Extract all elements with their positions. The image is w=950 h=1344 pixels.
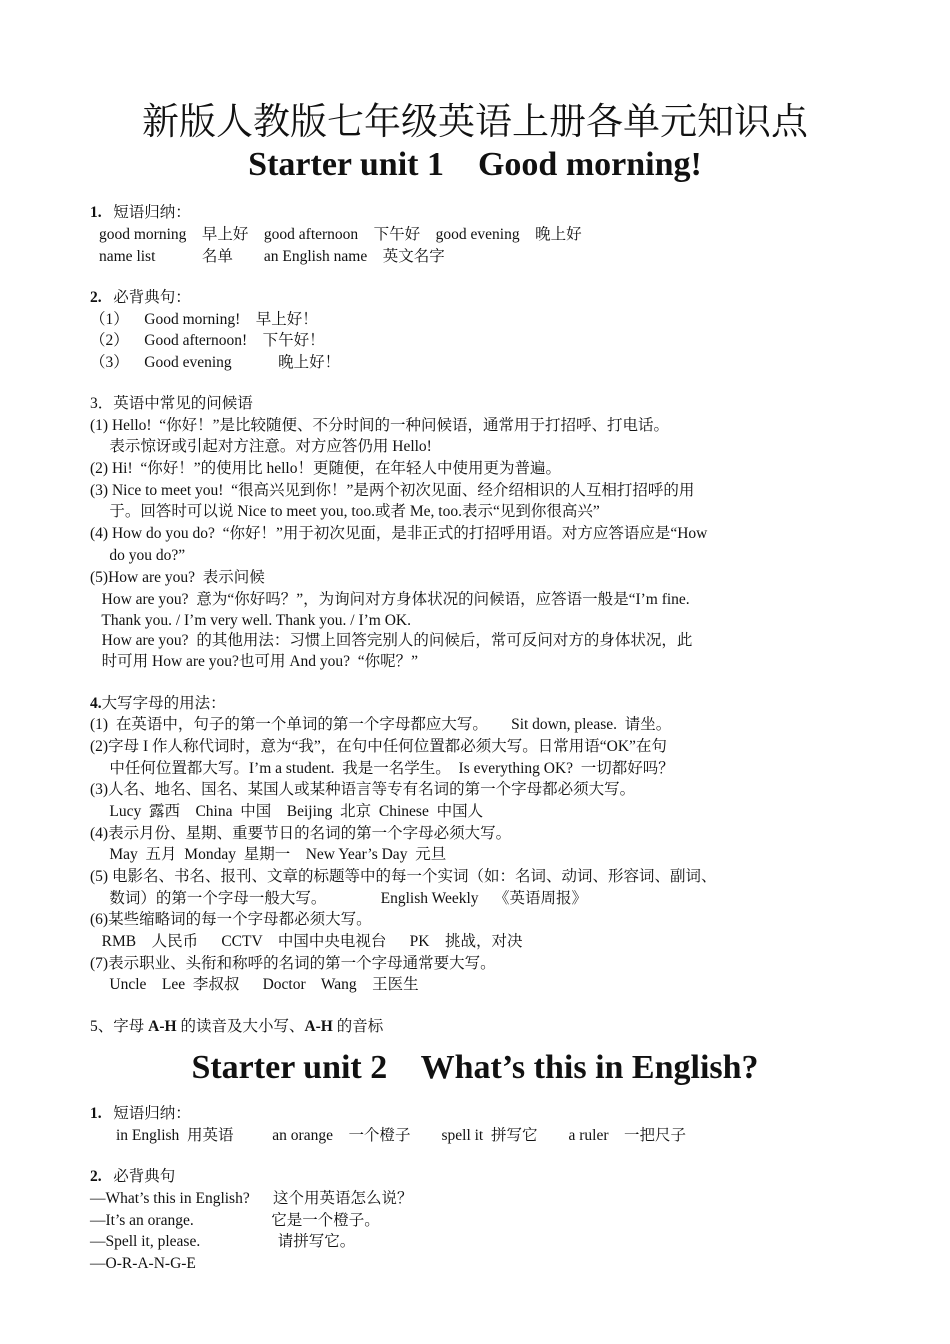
u1-s4-line: RMB 人民币 CCTV 中国中央电视台 PK 挑战，对决 [90, 933, 523, 950]
u1-s2-num: 2. [90, 289, 102, 306]
u1-s3-line: (2) Hi! “你好！”的使用比 hello！更随便，在年轻人中使用更为普遍。 [90, 460, 561, 477]
u1-s4-line: Lucy 露西 China 中国 Beijing 北京 Chinese 中国人 [90, 803, 484, 820]
u1-s2-row: （2） Good afternoon! 下午好！ [90, 332, 325, 349]
u2-s2-heading [90, 1167, 175, 1187]
u1-s4-line: 数词）的第一个字母一般大写。 English Weekly 《英语周报》 [90, 890, 588, 907]
u1-s4-line: (3)人名、地名、国名、某国人或某种语言等专有名词的第一个字母都必须大写。 [90, 781, 636, 798]
u2-s1-heading [90, 1104, 191, 1124]
document-title: 新版人教版七年级英语上册各单元知识点 [142, 102, 808, 143]
u2-s2-row: —What’s this in English? 这个用英语怎么说？ [90, 1190, 413, 1207]
u1-s4-line: 中任何位置都大写。I’m a student. 我是一名学生。 Is everything OK? 一切都好吗？ [90, 760, 674, 777]
u1-s1-num: 1. [90, 204, 102, 221]
u1-s4-num: 4. [90, 695, 102, 712]
u1-s5-heading [90, 1017, 383, 1037]
u1-s3-line: How are you? 的其他用法：习惯上回答完别人的问候后，常可反问对方的身体状况，此 [90, 632, 693, 649]
u1-s2-row: （3） Good evening 晚上好！ [90, 354, 341, 371]
u1-s5-bold2: A-H [304, 1018, 333, 1035]
u1-s4-line: (5) 电影名、书名、报刊、文章的标题等中的每一个实词（如：名词、动词、形容词、副词、 [90, 868, 717, 885]
u1-s4-line: (1) 在英语中，句子的第一个单词的第一个字母都应大写。 Sit down, please. 请坐。 [90, 716, 672, 733]
u1-s4-line: (7)表示职业、头衔和称呼的名词的第一个字母通常要大写。 [90, 955, 496, 972]
u1-s3-line: 表示惊讶或引起对方注意。对方应答仍用 Hello! [90, 438, 432, 455]
u1-s4-line: May 五月 Monday 星期一 New Year’s Day 元旦 [90, 846, 447, 863]
u1-s2-heading [90, 288, 191, 308]
u2-s1-row1: in English 用英语 an orange 一个橙子 spell it 拼写它 a ruler 一把尺子 [116, 1127, 686, 1144]
u2-s2-num: 2. [90, 1168, 102, 1185]
u1-s3-line: (1) Hello! “你好！”是比较随便、不分时间的一种问候语，通常用于打招呼、打电话。 [90, 417, 670, 434]
unit1-title: Starter unit 1 Good morning! [248, 146, 702, 183]
u1-s5-prefix: 5、字母 [90, 1018, 149, 1035]
u2-s2-row: —O-R-A-N-G-E [90, 1255, 196, 1272]
u1-s3-line: (5)How are you? 表示问候 [90, 569, 265, 586]
u1-s3-line: (3) Nice to meet you! “很高兴见到你！”是两个初次见面、经介绍相识的人互相打招呼的用 [90, 482, 695, 499]
u1-s2-head: 必背典句： [113, 289, 191, 306]
u1-s2-row: （1） Good morning! 早上好！ [90, 311, 318, 328]
u1-s1-head: 短语归纳： [113, 204, 191, 221]
u1-s3-line: 时可用 How are you?也可用 And you? “你呢？” [90, 653, 419, 670]
u1-s4-line: (6)某些缩略词的每一个字母都必须大写。 [90, 911, 372, 928]
u1-s1-row2: name list 名单 an English name 英文名字 [99, 248, 445, 265]
u1-s4-head: 大写字母的用法： [101, 695, 226, 712]
u2-s1-head: 短语归纳： [113, 1105, 191, 1122]
u1-s1-heading [90, 203, 191, 223]
u1-s3-line: (4) How do you do? “你好！”用于初次见面，是非正式的打招呼用语。对方应答语应是“How [90, 525, 708, 542]
u1-s4-line: (2)字母 I 作人称代词时，意为“我”，在句中任何位置都必须大写。日常用语“OK”在句 [90, 738, 667, 755]
u1-s4-line: (4)表示月份、星期、重要节日的名词的第一个字母必须大写。 [90, 825, 512, 842]
u2-s2-head: 必背典句 [113, 1168, 176, 1185]
u2-s1-num: 1. [90, 1105, 102, 1122]
u1-s5-bold1: A-H [148, 1018, 177, 1035]
u1-s5-suffix: 的音标 [332, 1018, 384, 1035]
u1-s3-line: 于。回答时可以说 Nice to meet you, too.或者 Me, too.表示“见到你很高兴” [90, 503, 600, 520]
u1-s3-heading: 3．英语中常见的问候语 [90, 395, 253, 412]
u1-s1-row1: good morning 早上好 good afternoon 下午好 good evening 晚上好 [99, 226, 582, 243]
u1-s3-line: do you do?” [90, 547, 186, 564]
u1-s5-mid: 的读音及大小写、 [176, 1018, 305, 1035]
u2-s2-row: —It’s an orange. 它是一个橙子。 [90, 1212, 380, 1229]
u1-s4-line: Uncle Lee 李叔叔 Doctor Wang 王医生 [90, 976, 419, 993]
unit2-title: Starter unit 2 What’s this in English? [191, 1049, 759, 1086]
u1-s3-line: Thank you. / I’m very well. Thank you. / I’m OK. [90, 612, 411, 629]
u2-s2-row: —Spell it, please. 请拼写它。 [90, 1233, 356, 1250]
u1-s3-line: How are you? 意为“你好吗？”，为询问对方身体状况的问候语，应答语一般是“I’m fine. [90, 591, 690, 608]
u1-s4-heading [90, 694, 226, 714]
